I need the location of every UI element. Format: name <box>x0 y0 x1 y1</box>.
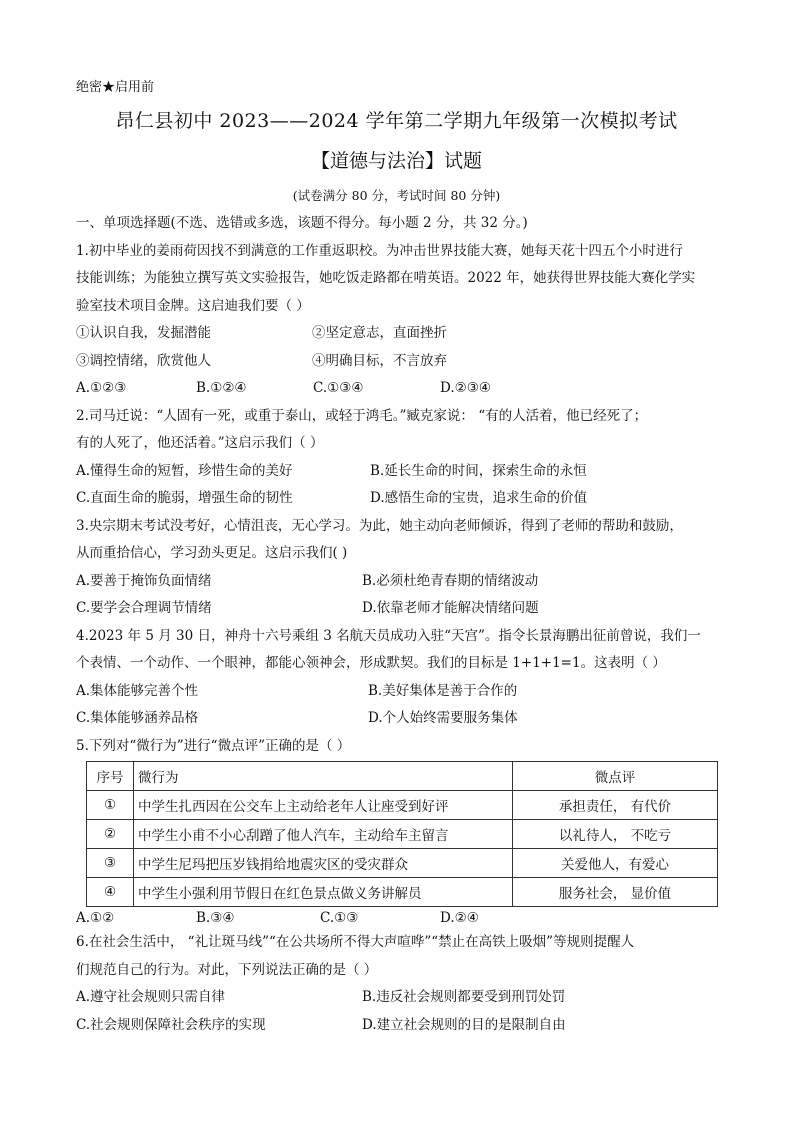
question-content <box>76 210 718 1039</box>
q5-table-wrap <box>76 761 718 907</box>
q1-options <box>76 375 718 403</box>
table-cell: 服务社会， 显价值 <box>513 878 718 907</box>
table-cell: 以礼待人， 不吃亏 <box>513 820 718 849</box>
q3-options <box>76 568 718 596</box>
micro-behavior-table <box>86 761 718 907</box>
table-cell: 中学生扎西因在公交车上主动给老年人让座受到好评 <box>134 791 513 820</box>
table-cell: ① <box>87 791 134 820</box>
exam-note: (试卷满分 80 分，考试时间 80 分钟) <box>292 188 501 203</box>
q1-line: 验室技术项目金牌。这启迪我们要（ ） <box>76 297 310 314</box>
q1-item: ②坚定意志，直面挫折 <box>312 325 447 341</box>
q3-line: 从而重拾信心，学习劲头更足。这启示我们( ) <box>76 545 348 561</box>
q1-line: 技能训练；为能独立撰写英文实验报告，她吃饭走路都在啃英语。2022 年，她获得世界技能大赛化学实 <box>76 270 696 286</box>
table-header: 序号 <box>87 762 134 791</box>
q6-options <box>76 984 718 1012</box>
option-d: D.依靠老师才能解决情绪问题 <box>362 600 539 616</box>
q2-line: 有的人死了，他还活着。”这启示我们（ ） <box>76 435 324 451</box>
q4-line: 4.2023 年 5 月 30 日，神舟十六号乘组 3 名航天员成功入驻“天宫”。指令长景海鹏出征前曾说，我们一 <box>76 627 701 644</box>
table-cell: 中学生尼玛把压岁钱捐给地震灾区的受灾群众 <box>134 849 513 878</box>
q5-options <box>76 907 718 929</box>
table-row <box>87 791 718 820</box>
option-d: D.建立社会规则的目的是限制自由 <box>362 1016 566 1033</box>
option-c: C.集体能够涵养品格 <box>76 710 199 726</box>
q5-line: 5.下列对“微行为”进行“微点评”正确的是（ ） <box>76 737 351 754</box>
option-b: B.必须杜绝青春期的情绪波动 <box>362 572 539 589</box>
q1-line: 1.初中毕业的姜雨荷因找不到满意的工作重返职校。为冲击世界技能大赛，她每天花十四五个小时进行 <box>76 242 683 259</box>
option-a: A.集体能够完善个性 <box>76 682 199 699</box>
q6-line: 6.在社会生活中， “礼让斑马线”“在公共场所不得大声喧哗”“禁止在高铁上吸烟”等规则提醒人 <box>76 934 635 950</box>
table-header-row <box>87 762 718 791</box>
table-header: 微点评 <box>513 762 718 791</box>
q2-options <box>76 485 718 513</box>
option-b: B.①②④ <box>196 380 247 396</box>
confidential-mark: 绝密★启用前 <box>76 80 155 95</box>
q1-item: ④明确目标，不言放弃 <box>312 352 447 369</box>
q1-items-row <box>76 320 718 348</box>
option-d: D.②④ <box>440 910 479 926</box>
q2-options <box>76 458 718 486</box>
option-b: B.延长生命的时间，探索生命的永恒 <box>370 462 587 479</box>
option-d: D.感悟生命的宝贵，追求生命的价值 <box>370 490 588 506</box>
table-cell: ④ <box>87 878 134 907</box>
q1-item: ①认识自我，发掘潜能 <box>76 325 211 341</box>
table-cell: 关爱他人，有爱心 <box>513 849 718 878</box>
option-b: B.美好集体是善于合作的 <box>368 682 518 699</box>
option-b: B.③④ <box>196 910 235 926</box>
option-a: A.懂得生命的短暂，珍惜生命的美好 <box>76 462 293 479</box>
table-row <box>87 878 718 907</box>
exam-subtitle: 【道德与法治】试题 <box>310 150 482 172</box>
table-header: 微行为 <box>134 762 513 791</box>
table-cell: 中学生小强利用节假日在红色景点做义务讲解员 <box>134 878 513 907</box>
option-d: D.②③④ <box>440 380 491 396</box>
q1-items-row <box>76 348 718 376</box>
q4-options <box>76 705 718 733</box>
table-row <box>87 820 718 849</box>
q1-item: ③调控情绪，欣赏他人 <box>76 352 211 369</box>
q3-options <box>76 595 718 623</box>
option-a: A.①②③ <box>76 380 127 396</box>
q2-line: 2.司马迁说：“人固有一死，或重于泰山，或轻于鸿毛。”臧克家说： “有的人活着，他已经死了； <box>76 407 648 424</box>
option-d: D.个人始终需要服务集体 <box>368 710 518 726</box>
section-heading: 一、单项选择题(不选、选错或多选，该题不得分。每小题 2 分，共 32 分。) <box>76 215 528 231</box>
option-a: A.遵守社会规则只需自律 <box>76 989 226 1005</box>
option-b: B.违反社会规则都要受到刑罚处罚 <box>362 989 566 1005</box>
table-cell: ③ <box>87 849 134 878</box>
q3-line: 3.央宗期末考试没考好，心情沮丧，无心学习。为此，她主动向老师倾诉，得到了老师的帮助和鼓励， <box>76 517 683 534</box>
q4-options <box>76 678 718 706</box>
q4-line: 个表情、一个动作、一个眼神，都能心领神会，形成默契。我们的目标是 1+1+1=1。这表明（ ） <box>76 655 666 671</box>
option-c: C.①③ <box>320 910 359 926</box>
option-a: A.要善于掩饰负面情绪 <box>76 572 212 589</box>
table-cell: ② <box>87 820 134 849</box>
q6-line: 们规范自己的行为。对此，下列说法正确的是（ ） <box>76 961 378 978</box>
option-c: C.要学会合理调节情绪 <box>76 600 212 616</box>
option-a: A.①② <box>76 910 115 926</box>
q6-options <box>76 1012 718 1040</box>
table-cell: 中学生小甫不小心刮蹭了他人汽车，主动给车主留言 <box>134 820 513 849</box>
table-cell: 承担责任， 有代价 <box>513 791 718 820</box>
option-c: C.①③④ <box>313 380 364 396</box>
table-row <box>87 849 718 878</box>
exam-title: 昂仁县初中 2023——2024 学年第二学期九年级第一次模拟考试 <box>115 110 678 132</box>
option-c: C.直面生命的脆弱，增强生命的韧性 <box>76 490 293 506</box>
option-c: C.社会规则保障社会秩序的实现 <box>76 1016 266 1033</box>
